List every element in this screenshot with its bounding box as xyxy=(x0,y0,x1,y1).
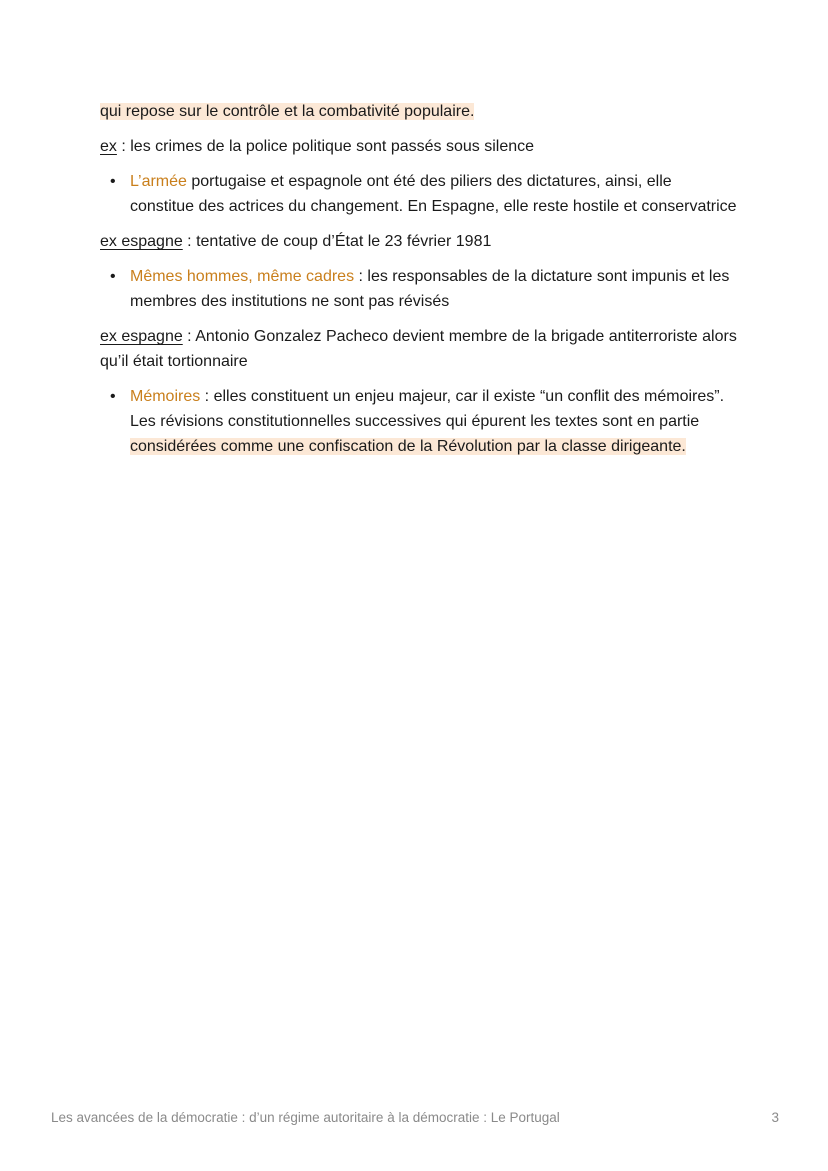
item-text: portugaise et espagnole ont été des piliers des dictatures, ainsi, elle constitue des actrices du changement. En Espagne, elle reste hostile et conservatrice xyxy=(130,173,737,215)
item-term: L’armée xyxy=(130,173,187,190)
list-item xyxy=(110,264,740,314)
example-text: : Antonio Gonzalez Pacheco devient membre de la brigade antiterroriste alors qu’il était tortionnaire xyxy=(100,328,737,370)
example-text: : les crimes de la police politique sont passés sous silence xyxy=(116,138,535,155)
bullet-list-1 xyxy=(100,169,740,219)
highlighted-text: qui repose sur le contrôle et la combativité populaire. xyxy=(100,103,475,120)
example-paragraph-3 xyxy=(100,324,740,374)
footer-title: Les avancées de la démocratie : d’un régime autoritaire à la démocratie : Le Portugal xyxy=(51,1110,560,1125)
example-text: : tentative de coup d’État le 23 février 1981 xyxy=(182,233,492,250)
example-label: ex espagne xyxy=(100,328,183,345)
item-text: : les responsables de la dictature sont impunis et les membres des institutions ne sont pas révisés xyxy=(130,268,730,310)
document-body xyxy=(100,99,740,469)
list-item xyxy=(110,384,740,459)
bullet-list-2 xyxy=(100,264,740,314)
example-label: ex espagne xyxy=(100,233,183,250)
paragraph-intro xyxy=(100,99,740,124)
page-number: 3 xyxy=(771,1110,779,1125)
bullet-icon: • xyxy=(110,388,116,405)
highlighted-text: considérées comme une confiscation de la Révolution par la classe dirigeante. xyxy=(130,438,686,455)
example-paragraph-2 xyxy=(100,229,740,254)
list-item xyxy=(110,169,740,219)
bullet-icon: • xyxy=(110,268,116,285)
page-footer xyxy=(51,1110,779,1125)
example-paragraph-1 xyxy=(100,134,740,159)
item-term: Mémoires xyxy=(130,388,201,405)
bullet-icon: • xyxy=(110,173,116,190)
bullet-list-3 xyxy=(100,384,740,459)
example-label: ex xyxy=(100,138,117,155)
item-text: : elles constituent un enjeu majeur, car il existe “un conflit des mémoires”. Les révisions constitutionnelles successives qui épurent les textes sont en partie xyxy=(130,388,725,430)
item-term: Mêmes hommes, même cadres xyxy=(130,268,355,285)
